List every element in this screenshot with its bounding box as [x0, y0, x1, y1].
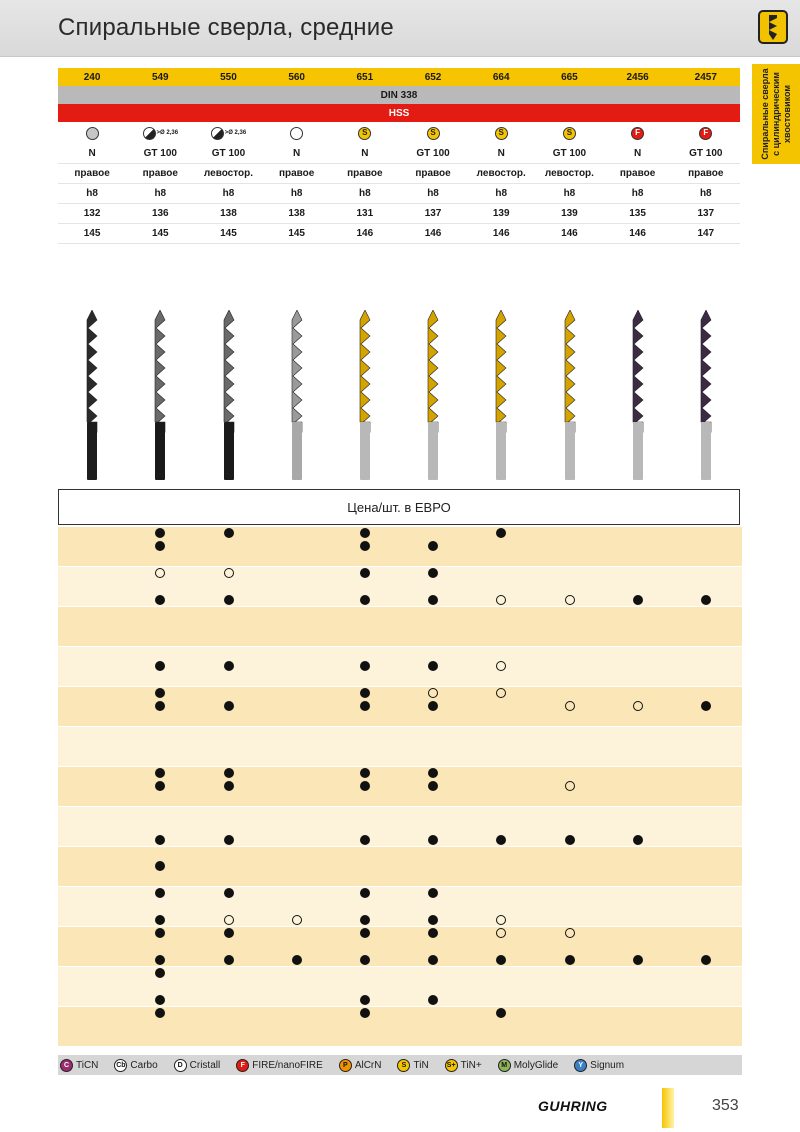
availability-line — [58, 567, 742, 580]
available-dot — [360, 661, 370, 671]
available-dot — [155, 688, 165, 698]
available-dot — [155, 701, 165, 711]
available-dot — [428, 928, 438, 938]
page-ref-row-2 — [58, 224, 740, 244]
cutting-direction: правое — [619, 168, 656, 179]
available-dot — [155, 1008, 165, 1018]
availability-band — [58, 847, 742, 887]
available-dot — [496, 955, 506, 965]
coating-cell — [467, 122, 535, 144]
article-code: 651 — [356, 71, 374, 83]
legend-label: FIRE/nanoFIRE — [252, 1059, 323, 1071]
available-dot — [224, 528, 234, 538]
tolerance: h8 — [154, 188, 167, 199]
available-open-dot — [428, 688, 438, 698]
availability-band — [58, 807, 742, 847]
article-codes-row — [58, 68, 740, 86]
page-reference: 146 — [424, 228, 442, 239]
availability-band — [58, 647, 742, 687]
available-dot — [428, 568, 438, 578]
available-open-dot — [565, 701, 575, 711]
available-open-dot — [496, 928, 506, 938]
availability-line — [58, 580, 742, 593]
available-dot — [224, 888, 234, 898]
availability-line — [58, 594, 742, 607]
coating-fire-icon: F — [631, 127, 644, 140]
page-reference: 137 — [697, 208, 715, 219]
cutting-direction: правое — [347, 168, 383, 179]
drill-image — [85, 310, 99, 482]
drill-image — [222, 310, 236, 482]
legend-label: TiN — [413, 1059, 429, 1071]
available-dot — [428, 835, 438, 845]
availability-band — [58, 1007, 742, 1047]
availability-line — [58, 954, 742, 967]
available-dot — [360, 781, 370, 791]
availability-line — [58, 994, 742, 1007]
page-reference: 139 — [492, 208, 510, 219]
coating-cell — [126, 122, 194, 144]
available-open-dot — [496, 688, 506, 698]
price-header: Цена/шт. в ЕВРО — [58, 489, 740, 525]
cutting-direction: левостор. — [476, 168, 526, 179]
availability-band — [58, 967, 742, 1007]
coating-tin-icon: S — [563, 127, 576, 140]
available-dot — [360, 768, 370, 778]
available-dot — [428, 955, 438, 965]
availability-line — [58, 794, 742, 807]
legend-item — [174, 1059, 221, 1072]
available-dot — [428, 915, 438, 925]
coating-tin-icon: S — [495, 127, 508, 140]
available-dot — [428, 768, 438, 778]
available-dot — [701, 701, 711, 711]
page-number: 353 — [712, 1097, 739, 1114]
page-reference: 138 — [220, 208, 237, 219]
tool-type: GT 100 — [552, 148, 587, 159]
available-dot — [360, 701, 370, 711]
available-open-dot — [633, 701, 643, 711]
page-title: Спиральные сверла, средние — [58, 14, 394, 41]
availability-line — [58, 900, 742, 913]
available-dot — [565, 835, 575, 845]
available-dot — [360, 835, 370, 845]
drill-images — [58, 310, 740, 485]
available-dot — [633, 835, 643, 845]
legend-label: Carbo — [130, 1059, 158, 1071]
coating-cell — [399, 122, 467, 144]
article-code: 549 — [151, 71, 169, 83]
coating-cell — [535, 122, 603, 144]
section-side-tab[interactable] — [752, 64, 800, 164]
tolerance: h8 — [563, 188, 576, 199]
coating-cell — [331, 122, 399, 144]
available-dot — [360, 568, 370, 578]
availability-line — [58, 540, 742, 553]
side-tab-label: Спиральные сверла с цилиндрическим хвостовиком — [759, 68, 792, 160]
available-dot — [292, 955, 302, 965]
available-open-dot — [496, 595, 506, 605]
tolerance: h8 — [631, 188, 644, 199]
drill-image — [631, 310, 645, 482]
coating-cell — [604, 122, 672, 144]
coating-half-icon — [143, 127, 156, 140]
legend-item — [397, 1059, 428, 1072]
tool-type: GT 100 — [143, 148, 177, 159]
tolerance: h8 — [427, 188, 439, 199]
coating-badge-icon: F — [236, 1059, 249, 1072]
legend-item — [114, 1059, 157, 1072]
availability-band — [58, 927, 742, 967]
coating-half-icon — [211, 127, 224, 140]
legend-label: MolyGlide — [513, 1059, 559, 1071]
legend-label: AlCrN — [354, 1059, 382, 1071]
available-dot — [155, 915, 165, 925]
availability-line — [58, 674, 742, 687]
coating-cell — [672, 122, 740, 144]
page-reference: 145 — [151, 228, 169, 239]
available-open-dot — [292, 915, 302, 925]
available-dot — [360, 928, 370, 938]
page-reference: 131 — [356, 208, 374, 219]
page-reference: 138 — [288, 208, 305, 219]
availability-line — [58, 914, 742, 927]
availability-line — [58, 1034, 742, 1047]
available-dot — [155, 781, 165, 791]
available-dot — [155, 541, 165, 551]
availability-band — [58, 727, 742, 767]
availability-line — [58, 834, 742, 847]
tolerance: h8 — [222, 188, 235, 199]
available-open-dot — [496, 661, 506, 671]
tool-type: N — [633, 148, 642, 159]
cutting-direction: левостор. — [203, 168, 254, 179]
available-dot — [360, 955, 370, 965]
availability-line — [58, 1020, 742, 1033]
legend-label: TiN+ — [460, 1059, 482, 1071]
article-code: 652 — [424, 71, 442, 83]
article-code: 664 — [492, 71, 510, 83]
direction-row — [58, 164, 740, 184]
spec-table — [58, 68, 740, 244]
legend-item — [236, 1059, 323, 1072]
available-dot — [360, 1008, 370, 1018]
available-dot — [360, 995, 370, 1005]
available-dot — [224, 955, 234, 965]
available-dot — [428, 888, 438, 898]
available-open-dot — [224, 568, 234, 578]
drill-image — [358, 310, 372, 482]
tool-type-row — [58, 144, 740, 164]
availability-line — [58, 820, 742, 833]
coating-badge-icon: S — [397, 1059, 410, 1072]
availability-line — [58, 740, 742, 753]
available-dot — [360, 688, 370, 698]
article-code: 550 — [220, 71, 237, 83]
page-reference: 146 — [629, 228, 646, 239]
availability-line — [58, 940, 742, 953]
tool-type: GT 100 — [416, 148, 450, 159]
tool-type: GT 100 — [211, 148, 246, 159]
available-dot — [224, 595, 234, 605]
available-dot — [155, 968, 165, 978]
legend-item — [445, 1059, 482, 1072]
available-dot — [428, 661, 438, 671]
available-dot — [224, 768, 234, 778]
tool-type: N — [88, 148, 96, 159]
availability-line — [58, 847, 742, 860]
availability-line — [58, 660, 742, 673]
page-reference: 146 — [492, 228, 510, 239]
drill-image — [290, 310, 304, 482]
cutting-direction: правое — [278, 168, 315, 179]
available-dot — [701, 955, 711, 965]
available-dot — [360, 915, 370, 925]
available-dot — [224, 781, 234, 791]
availability-line — [58, 727, 742, 740]
available-dot — [224, 835, 234, 845]
available-dot — [428, 781, 438, 791]
available-dot — [428, 701, 438, 711]
available-dot — [360, 541, 370, 551]
coating-badge-icon: S+ — [445, 1059, 458, 1072]
drill-icon — [758, 10, 788, 44]
availability-line — [58, 687, 742, 700]
availability-band — [58, 887, 742, 927]
availability-line — [58, 1007, 742, 1020]
available-dot — [224, 701, 234, 711]
available-dot — [155, 888, 165, 898]
coating-fire-icon: F — [699, 127, 712, 140]
coating-badge-icon: D — [174, 1059, 187, 1072]
available-open-dot — [565, 781, 575, 791]
available-dot — [224, 928, 234, 938]
page-reference: 136 — [151, 208, 169, 219]
coating-grey-icon — [86, 127, 99, 140]
available-dot — [155, 995, 165, 1005]
coating-badge-icon: P — [339, 1059, 352, 1072]
availability-line — [58, 714, 742, 727]
coating-legend — [58, 1055, 742, 1075]
availability-grid — [58, 527, 742, 1047]
available-dot — [224, 661, 234, 671]
availability-band — [58, 687, 742, 727]
available-dot — [496, 1008, 506, 1018]
page-reference: 147 — [697, 228, 715, 239]
coating-badge-icon: Y — [574, 1059, 587, 1072]
tolerance-row — [58, 184, 740, 204]
available-dot — [701, 595, 711, 605]
available-dot — [360, 888, 370, 898]
tolerance: h8 — [495, 188, 508, 199]
cutting-direction: правое — [74, 168, 110, 179]
available-open-dot — [155, 568, 165, 578]
coating-tin-icon: S — [358, 127, 371, 140]
drill-image — [153, 310, 167, 482]
availability-line — [58, 887, 742, 900]
drill-image — [563, 310, 577, 482]
cutting-direction: правое — [415, 168, 451, 179]
availability-band — [58, 767, 742, 807]
available-dot — [496, 528, 506, 538]
coating-cell — [263, 122, 331, 144]
page-reference: 145 — [220, 228, 237, 239]
header-bar — [0, 0, 800, 57]
cutting-direction: правое — [142, 168, 178, 179]
legend-item — [574, 1059, 624, 1072]
coating-note: >Ø 2,36 — [156, 130, 179, 136]
availability-line — [58, 700, 742, 713]
page-ref-row-1 — [58, 204, 740, 224]
tolerance: h8 — [699, 188, 712, 199]
available-open-dot — [496, 915, 506, 925]
available-dot — [155, 595, 165, 605]
legend-item — [60, 1059, 98, 1072]
article-code: 2456 — [626, 71, 649, 83]
cutting-direction: левостор. — [544, 168, 594, 179]
page-reference: 132 — [83, 208, 101, 219]
available-dot — [428, 995, 438, 1005]
available-open-dot — [565, 928, 575, 938]
coating-badge-icon: M — [498, 1059, 511, 1072]
coating-note: >Ø 2,36 — [224, 130, 247, 136]
availability-line — [58, 780, 742, 793]
coating-cell — [194, 122, 262, 144]
coating-badge-icon: Cb — [114, 1059, 127, 1072]
legend-label: TiCN — [76, 1059, 99, 1071]
cutting-direction: правое — [688, 168, 724, 179]
page-reference: 145 — [83, 228, 101, 239]
coating-badge-icon: C — [60, 1059, 73, 1072]
page-reference: 139 — [561, 208, 578, 219]
available-dot — [155, 928, 165, 938]
tool-type: N — [293, 148, 301, 159]
availability-line — [58, 980, 742, 993]
availability-line — [58, 767, 742, 780]
available-dot — [155, 955, 165, 965]
available-dot — [633, 955, 643, 965]
available-dot — [155, 528, 165, 538]
availability-line — [58, 527, 742, 540]
tool-type: GT 100 — [689, 148, 723, 159]
availability-line — [58, 554, 742, 567]
article-code: 2457 — [694, 71, 717, 83]
availability-band — [58, 527, 742, 567]
availability-band — [58, 607, 742, 647]
article-code: 240 — [83, 71, 101, 83]
available-dot — [565, 955, 575, 965]
legend-label: Cristall — [189, 1059, 221, 1071]
availability-line — [58, 860, 742, 873]
availability-line — [58, 620, 742, 633]
available-open-dot — [224, 915, 234, 925]
tolerance: h8 — [359, 188, 371, 199]
coating-row — [58, 122, 740, 144]
brand-logo: GUHRING — [538, 1098, 608, 1114]
coating-none-icon — [290, 127, 303, 140]
available-dot — [155, 768, 165, 778]
coating-tin-icon: S — [427, 127, 440, 140]
material-row: HSS — [58, 104, 740, 122]
available-open-dot — [565, 595, 575, 605]
tool-type: N — [361, 148, 369, 159]
availability-band — [58, 567, 742, 607]
page-reference: 145 — [288, 228, 305, 239]
available-dot — [155, 661, 165, 671]
available-dot — [155, 835, 165, 845]
available-dot — [496, 835, 506, 845]
tool-type: N — [497, 148, 505, 159]
drill-image — [699, 310, 713, 482]
availability-line — [58, 967, 742, 980]
available-dot — [633, 595, 643, 605]
legend-item — [498, 1059, 558, 1072]
coating-cell — [58, 122, 126, 144]
standard-row: DIN 338 — [58, 86, 740, 104]
tolerance: h8 — [290, 188, 303, 199]
legend-label: Signum — [590, 1059, 625, 1071]
availability-line — [58, 927, 742, 940]
page-reference: 135 — [629, 208, 646, 219]
footer-accent-bar — [662, 1088, 674, 1128]
available-dot — [360, 528, 370, 538]
page-reference: 146 — [561, 228, 578, 239]
availability-line — [58, 807, 742, 820]
availability-line — [58, 647, 742, 660]
availability-line — [58, 607, 742, 620]
availability-line — [58, 634, 742, 647]
available-dot — [428, 541, 438, 551]
available-dot — [428, 595, 438, 605]
drill-image — [494, 310, 508, 482]
page-reference: 137 — [424, 208, 442, 219]
article-code: 665 — [561, 71, 578, 83]
drill-image — [426, 310, 440, 482]
article-code: 560 — [288, 71, 305, 83]
available-dot — [155, 861, 165, 871]
availability-line — [58, 754, 742, 767]
legend-item — [339, 1059, 382, 1072]
available-dot — [360, 595, 370, 605]
availability-line — [58, 874, 742, 887]
page-reference: 146 — [356, 228, 374, 239]
tolerance: h8 — [86, 188, 98, 199]
